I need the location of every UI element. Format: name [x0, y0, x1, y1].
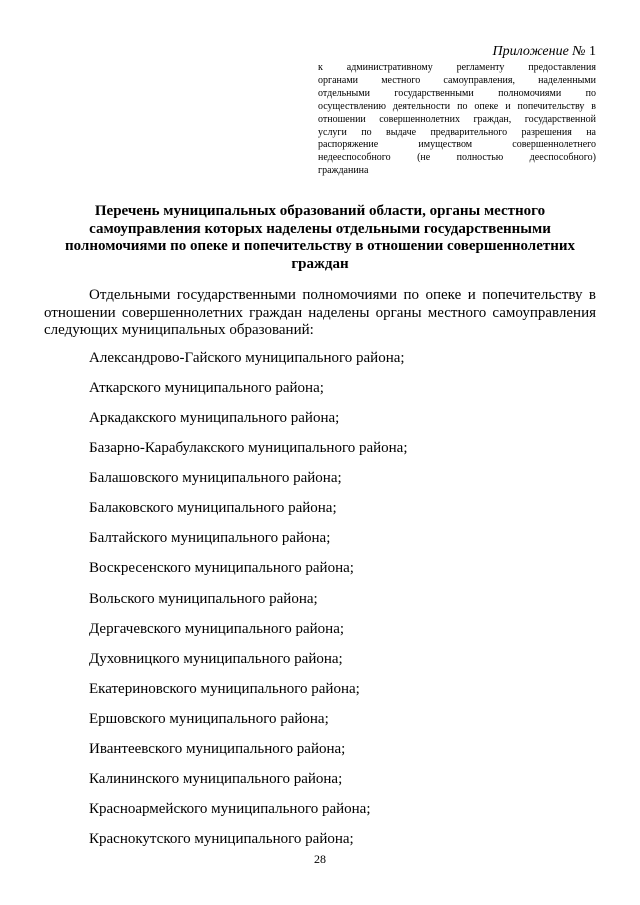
document-heading: Перечень муниципальных образований области, органы местного самоуправления которых наделены отдельными государственными полномочиями по опеке и попечительству в отношении совершеннолетних граждан: [64, 203, 576, 272]
appendix-line: органами местного самоуправления, наделенными: [318, 74, 596, 86]
appendix-line: гражданина: [318, 165, 369, 177]
list-item: Калининского муниципального района;: [89, 770, 343, 787]
list-item: Духовницкого муниципального района;: [89, 650, 343, 667]
appendix-number: 1: [589, 44, 596, 59]
appendix-description: [318, 62, 596, 178]
list-item: Базарно-Карабулакского муниципального района;: [89, 440, 408, 457]
list-item: Ивантеевского муниципального района;: [89, 740, 346, 757]
appendix-title: [493, 44, 596, 60]
list-item: Аркадакского муниципального района;: [89, 410, 340, 427]
list-item: Аткарского муниципального района;: [89, 380, 324, 397]
list-item: Красноармейского муниципального района;: [89, 800, 371, 817]
appendix-line: недееспособного (не полностью дееспособного): [318, 152, 596, 164]
intro-paragraph: Отдельными государственными полномочиями по опеке и попечительству в отношении совершеннолетних граждан наделены органы местного самоуправления следующих муниципальных образований:: [44, 287, 596, 338]
list-item: Ершовского муниципального района;: [89, 710, 329, 727]
list-item: Екатериновского муниципального района;: [89, 680, 360, 697]
list-item: Балтайского муниципального района;: [89, 530, 331, 547]
list-item: Дергачевского муниципального района;: [89, 620, 345, 637]
page-number: 28: [314, 852, 326, 866]
appendix-line: осуществлению деятельности по опеке и попечительству в: [318, 100, 596, 112]
appendix-label: Приложение №: [492, 44, 586, 59]
district-list: [89, 348, 408, 859]
appendix-line: распоряжение имуществом совершеннолетнего: [318, 139, 596, 151]
appendix-line: отношении совершеннолетних граждан, государственной: [318, 113, 596, 125]
list-item: Воскресенского муниципального района;: [89, 560, 354, 577]
appendix-line: услуги по выдаче предварительного разрешения на: [318, 126, 596, 138]
list-item: Балаковского муниципального района;: [89, 500, 337, 517]
appendix-line: к административному регламенту предоставления: [318, 62, 596, 73]
list-item: Балашовского муниципального района;: [89, 470, 342, 487]
appendix-line: отдельными государственными полномочиями по: [318, 87, 596, 99]
list-item: Краснокутского муниципального района;: [89, 831, 354, 847]
list-item: Александрово-Гайского муниципального района;: [89, 350, 405, 366]
list-item: Вольского муниципального района;: [89, 590, 318, 607]
